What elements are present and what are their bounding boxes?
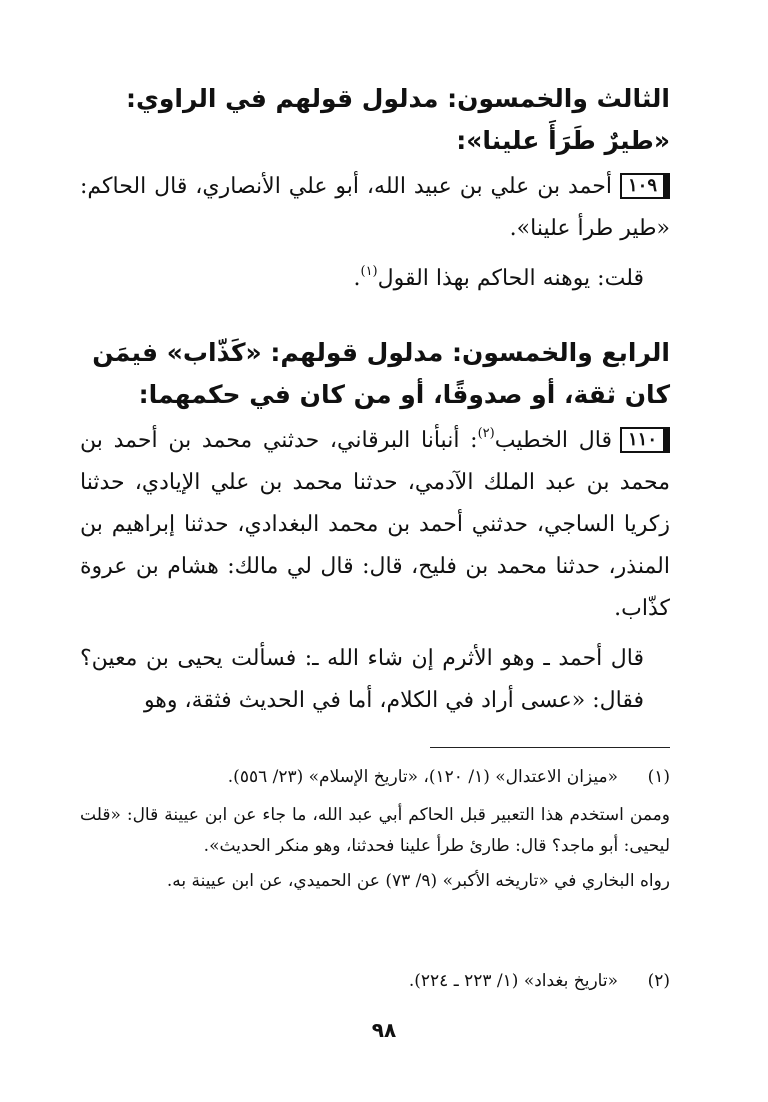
footnote-1-number: (١) [647,767,670,787]
entry-110 [80,420,670,630]
entry-109 [80,166,670,250]
entry-110-text: : أنبأنا البرقاني، حدثني محمد بن أحمد بن محمد بن عبد الملك الآدمي، حدثنا محمد بن علي الإيادي، حدثنا زكريا الساجي، حدثني أحمد بن محمد البغدادي، حدثنا إبراهيم بن المنذر، حدثنا محمد بن فليح، قال: قال لي مالك: هشام بن عروة كذّاب. [80,428,670,621]
footnote-divider [430,747,670,748]
qult-text: قلت: يوهنه الحاكم بهذا القول [377,266,644,291]
qult-paragraph [80,258,670,300]
entry-number-box: ١٠٩ [620,173,670,199]
section-heading-53: الثالث والخمسون: مدلول قولهم في الراوي: «طيرٌ طَرَأَ علينا»: [125,84,670,155]
footnote-1-line: وممن استخدم هذا التعبير قبل الحاكم أبي عبد الله، ما جاء عن ابن عيينة قال: «قلت ليحيى: أبو ماجد؟ قال: طارئ طرأ علينا فحدثنا، وهو منكر الحديث». [80,805,670,856]
footnote-1 [80,762,670,793]
footnote-2-number: (٢) [647,971,670,991]
footnote-1-line: «ميزان الاعتدال» (١/ ١٢٠)، «تاريخ الإسلام» (٢٣/ ٥٥٦). [227,767,618,787]
footnote-ref-2: (٢) [477,426,495,441]
footnote-ref-1: (١) [360,264,378,279]
footnote-2-line: «تاريخ بغداد» (١/ ٢٢٣ ـ ٢٢٤). [408,971,618,991]
section-heading-54: الرابع والخمسون: مدلول قولهم: «كَذّاب» فيمَن كان ثقة، أو صدوقًا، أو من كان في حكمهما: [92,338,670,409]
footnote-1-line: رواه البخاري في «تاريخه الأكبر» (٩/ ٧٣) عن الحميدي، عن ابن عيينة به. [166,871,670,891]
entry-109-text: أحمد بن علي بن عبيد الله، أبو علي الأنصاري، قال الحاكم: «طير طرأ علينا». [80,174,670,241]
athram-paragraph: قال أحمد ـ وهو الأثرم إن شاء الله ـ: فسألت يحيى بن معين؟ فقال: «عسى أراد في الكلام، أما في الحديث فثقة، وهو [80,646,644,713]
footnote-2 [80,966,670,997]
qult-end: . [353,266,361,291]
entry-number-box: ١١٠ [620,427,670,453]
page-number: ٩٨ [371,1018,397,1042]
footnote-1-continuation [80,800,670,897]
entry-110-lead: قال الخطيب [494,428,612,453]
